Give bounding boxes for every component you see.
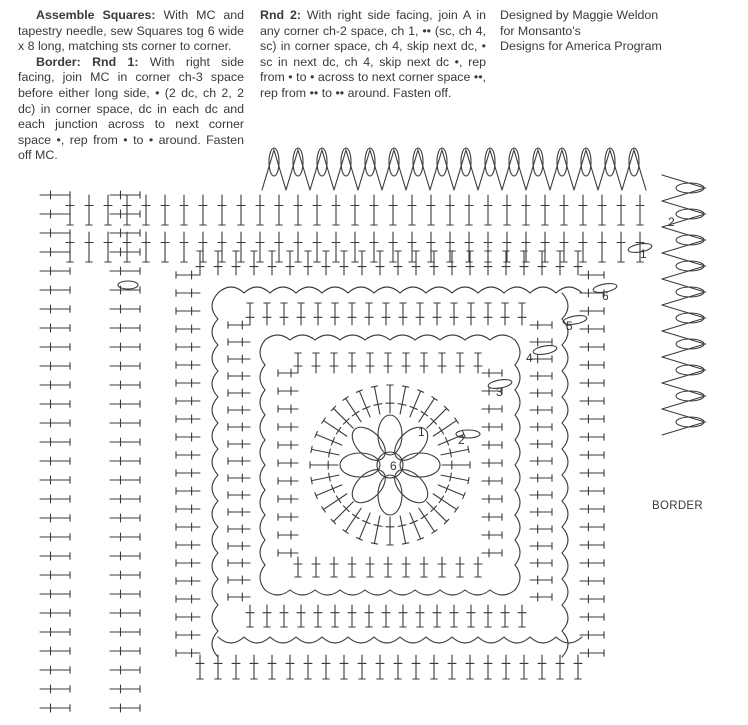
diagram-stroke <box>450 449 452 457</box>
diagram-stroke <box>212 553 218 579</box>
diagram-stroke <box>562 579 568 605</box>
diagram-stroke <box>556 637 582 643</box>
diagram-stroke <box>212 319 218 345</box>
diagram-stroke <box>562 553 568 579</box>
diagram-stroke <box>504 287 530 293</box>
diagram-stroke <box>455 507 459 512</box>
diagram-stroke <box>343 397 348 401</box>
diagram-stroke <box>427 502 447 522</box>
diagram-caption: BORDER <box>652 500 704 512</box>
diagram-stroke <box>455 418 459 423</box>
diagram-stroke <box>260 490 265 515</box>
diagram-stroke <box>212 501 218 527</box>
diagram-stroke <box>390 335 415 340</box>
diagram-stroke <box>296 287 322 293</box>
diagram-stroke <box>438 485 464 496</box>
diagram-stroke <box>371 386 377 387</box>
diagram-stroke <box>432 530 437 534</box>
round-6-label: 6 <box>602 289 609 303</box>
diagram-stroke <box>329 449 331 457</box>
diagram-stroke <box>359 391 370 417</box>
diagram-stroke <box>490 590 515 595</box>
diagram-stroke <box>430 150 454 190</box>
diagram-stroke <box>515 415 520 440</box>
diagram-stroke <box>562 605 568 631</box>
diagram-stroke <box>390 590 415 595</box>
diagram-stroke <box>286 150 310 190</box>
diagram-stroke <box>562 631 568 657</box>
diagram-stroke <box>468 477 469 483</box>
diagram-stroke <box>502 150 526 190</box>
diagram-stroke <box>322 637 348 643</box>
diagram-stroke <box>343 530 348 534</box>
diagram-stroke <box>676 183 704 193</box>
diagram-stroke <box>450 473 452 481</box>
diagram-stroke <box>515 515 520 540</box>
diagram-stroke <box>515 490 520 515</box>
diagram-stroke <box>260 340 265 365</box>
rnd2-heading: Rnd 2: <box>260 8 301 22</box>
diagram-stroke <box>315 590 340 595</box>
diagram-stroke <box>433 421 456 437</box>
diagram-stroke <box>441 475 468 480</box>
diagram-stroke <box>374 287 400 293</box>
diagram-stroke <box>562 501 568 527</box>
diagram-stroke <box>400 387 405 414</box>
diagram-stroke <box>346 398 362 421</box>
diagram-stroke <box>398 404 406 406</box>
diagram-stroke <box>556 287 582 293</box>
diagram-stroke <box>118 281 138 289</box>
diagram-stroke <box>452 287 478 293</box>
diagram-stroke <box>676 209 704 219</box>
diagram-stroke <box>676 313 704 323</box>
diagram-stroke <box>400 287 426 293</box>
diagram-stroke <box>212 631 218 657</box>
diagram-stroke <box>329 473 331 481</box>
diagram-stroke <box>440 335 465 340</box>
diagram-stroke <box>333 502 353 522</box>
diagram-stroke <box>562 371 568 397</box>
diagram-stroke <box>515 340 520 365</box>
diagram-stroke <box>270 637 296 643</box>
diagram-stroke <box>526 150 550 190</box>
diagram-stroke <box>265 335 290 340</box>
diagram-stroke <box>676 339 704 349</box>
diagram-stroke <box>312 475 339 480</box>
diagram-stroke <box>212 475 218 501</box>
diagram-stroke <box>322 507 326 512</box>
diagram-stroke <box>352 411 359 415</box>
diagram-stroke <box>530 637 556 643</box>
credit-line-1: Designed by Maggie Weldon <box>500 8 659 22</box>
diagram-stroke <box>515 440 520 465</box>
diagram-stroke <box>562 397 568 423</box>
diagram-stroke <box>598 150 622 190</box>
diagram-stroke <box>336 427 340 434</box>
diagram-stroke <box>270 287 296 293</box>
diagram-stroke <box>515 365 520 390</box>
diagram-stroke <box>478 287 504 293</box>
diagram-stroke <box>662 357 705 383</box>
diagram-stroke <box>415 590 440 595</box>
diagram-stroke <box>441 449 468 454</box>
diagram-stroke <box>262 150 286 190</box>
diagram-stroke <box>212 579 218 605</box>
diagram-stroke <box>260 540 265 565</box>
diagram-stroke <box>550 150 574 190</box>
rnd1-heading: Rnd 1: <box>92 54 139 69</box>
diagram-stroke <box>562 345 568 371</box>
diagram-stroke <box>340 335 365 340</box>
diagram-stroke <box>316 485 342 496</box>
diagram-stroke <box>322 418 326 423</box>
diagram-stroke <box>504 637 530 643</box>
diagram-stroke <box>574 150 598 190</box>
diagram-stroke <box>371 543 377 544</box>
diagram-stroke <box>218 637 244 643</box>
diagram-stroke <box>260 365 265 390</box>
diagram-stroke <box>676 365 704 375</box>
diagram-stroke <box>348 287 374 293</box>
diagram-stroke <box>290 590 315 595</box>
motif-round-2-label: 2 <box>458 433 465 447</box>
diagram-stroke <box>454 150 478 190</box>
diagram-stroke <box>312 449 339 454</box>
diagram-stroke <box>340 590 365 595</box>
diagram-stroke <box>562 449 568 475</box>
diagram-stroke <box>440 590 465 595</box>
border-heading: Border: <box>36 54 81 69</box>
diagram-stroke <box>426 287 452 293</box>
diagram-stroke <box>465 335 490 340</box>
diagram-stroke <box>333 408 353 428</box>
diagram-stroke <box>562 293 568 319</box>
diagram-stroke <box>218 287 244 293</box>
diagram-stroke <box>410 513 421 539</box>
diagram-stroke <box>562 423 568 449</box>
round-4-label: 4 <box>526 351 533 365</box>
diagram-stroke <box>432 397 437 401</box>
diagram-stroke <box>515 565 520 590</box>
diagram-stroke <box>310 150 334 190</box>
diagram-stroke <box>374 637 400 643</box>
diagram-stroke <box>419 398 435 421</box>
diagram-stroke <box>676 391 704 401</box>
rnd1-text: With right side facing, join MC in corner ch-3 space before either long side, • (2 dc, ch 2, 2 dc) in corner space, dc in each dc and each junction across to next corner space •, rep from • to • around. Fasten off MC. <box>18 54 244 163</box>
diagram-stroke <box>530 287 556 293</box>
diagram-stroke <box>676 287 704 297</box>
diagram-stroke <box>315 335 340 340</box>
diagram-stroke <box>562 475 568 501</box>
diagram-stroke <box>439 427 443 434</box>
diagram-stroke <box>374 525 382 527</box>
diagram-stroke <box>382 150 406 190</box>
diagram-stroke <box>212 605 218 631</box>
assemble-text: With MC and tapestry needle, sew Squares tog 6 wide x 8 long, matching sts corner to corner. <box>18 8 245 54</box>
diagram-stroke <box>662 279 705 305</box>
diagram-stroke <box>378 475 402 515</box>
diagram-stroke <box>265 590 290 595</box>
diagram-stroke <box>662 331 705 357</box>
diagram-stroke <box>426 637 452 643</box>
diagram-stroke <box>676 417 704 427</box>
diagram-stroke <box>439 496 443 503</box>
diagram-stroke <box>400 516 405 543</box>
diagram-stroke <box>260 515 265 540</box>
diagram-stroke <box>212 449 218 475</box>
diagram-stroke <box>322 287 348 293</box>
round-3-label: 3 <box>496 385 503 399</box>
diagram-stroke <box>402 543 408 544</box>
diagram-stroke <box>421 411 428 415</box>
diagram-stroke <box>400 453 440 477</box>
diagram-stroke <box>359 513 370 539</box>
diagram-stroke <box>323 421 346 437</box>
motif-center-label: 6 <box>390 459 397 473</box>
diagram-stroke <box>374 516 379 543</box>
diagram-stroke <box>212 345 218 371</box>
diagram-stroke <box>212 423 218 449</box>
diagram-stroke <box>323 494 346 510</box>
rnd2-text: With right side facing, join A in any corner ch-2 space, ch 1, •• (sc, ch 4, sc) in corner space, ch 4, skip next dc, • sc in next dc, ch 4, skip next dc •, rep from • to • across to next corner space ••, rep from •• to •• around. Fasten off. <box>260 8 487 100</box>
diagram-stroke <box>260 415 265 440</box>
diagram-stroke <box>662 253 705 279</box>
diagram-stroke <box>490 335 515 340</box>
diagram-stroke <box>296 637 322 643</box>
diagram-stroke <box>212 293 218 319</box>
diagram-stroke <box>260 565 265 590</box>
diagram-stroke <box>468 446 469 452</box>
diagram-stroke <box>515 465 520 490</box>
diagram-stroke <box>290 335 315 340</box>
diagram-stroke <box>415 335 440 340</box>
diagram-stroke <box>515 390 520 415</box>
diagram-stroke <box>374 387 379 414</box>
diagram-stroke <box>244 287 270 293</box>
diagram-stroke <box>662 409 705 435</box>
diagram-stroke <box>433 494 456 510</box>
diagram-stroke <box>406 150 430 190</box>
diagram-stroke <box>410 391 421 417</box>
diagram-stroke <box>212 397 218 423</box>
diagram-stroke <box>402 386 408 387</box>
diagram-stroke <box>400 637 426 643</box>
diagram-stroke <box>374 404 382 406</box>
diagram-stroke <box>515 540 520 565</box>
border-round-2-label: 2 <box>668 215 675 229</box>
diagram-stroke <box>340 453 380 477</box>
diagram-stroke <box>260 390 265 415</box>
diagram-stroke <box>452 637 478 643</box>
diagram-stroke <box>421 514 428 518</box>
diagram-stroke <box>676 261 704 271</box>
diagram-stroke <box>662 175 705 201</box>
diagram-stroke <box>358 150 382 190</box>
diagram-stroke <box>676 235 704 245</box>
motif-round-1-label: 1 <box>418 425 425 439</box>
diagram-stroke <box>419 508 435 531</box>
diagram-stroke <box>212 527 218 553</box>
diagram-stroke <box>365 590 390 595</box>
border-round-1-label: 1 <box>640 247 647 261</box>
diagram-stroke <box>662 383 705 409</box>
diagram-stroke <box>478 150 502 190</box>
diagram-stroke <box>348 637 374 643</box>
diagram-stroke <box>336 496 340 503</box>
diagram-stroke <box>562 527 568 553</box>
diagram-stroke <box>316 434 342 445</box>
assemble-heading: Assemble Squares: <box>36 8 156 22</box>
diagram-stroke <box>465 590 490 595</box>
diagram-stroke <box>532 344 557 356</box>
diagram-stroke <box>662 305 705 331</box>
diagram-stroke <box>346 508 362 531</box>
credit-line-2: for Monsanto's <box>500 23 581 38</box>
diagram-stroke <box>378 415 402 455</box>
round-5-label: 5 <box>566 319 573 333</box>
diagram-stroke <box>352 514 359 518</box>
credit-line-3: Designs for America Program <box>500 39 662 54</box>
diagram-stroke <box>260 465 265 490</box>
diagram-stroke <box>398 525 406 527</box>
diagram-stroke <box>260 440 265 465</box>
diagram-stroke <box>427 408 447 428</box>
diagram-stroke <box>212 371 218 397</box>
diagram-stroke <box>334 150 358 190</box>
diagram-stroke <box>311 446 312 452</box>
diagram-stroke <box>662 227 705 253</box>
diagram-stroke <box>244 637 270 643</box>
diagram-stroke <box>311 477 312 483</box>
diagram-stroke <box>622 150 646 190</box>
diagram-stroke <box>478 637 504 643</box>
diagram-stroke <box>365 335 390 340</box>
